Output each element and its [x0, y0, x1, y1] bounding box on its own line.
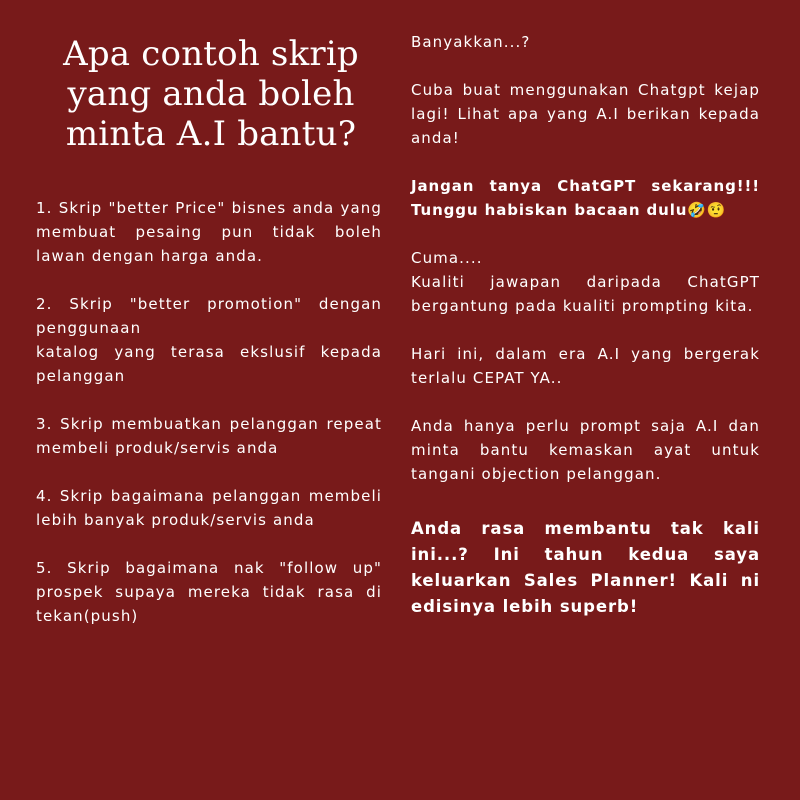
list-item-3: 3. Skrip membuatkan pelanggan repeat membeli produk/servis anda [36, 415, 382, 457]
list-item-5: 5. Skrip bagaimana nak "follow up" prospek supaya mereka tidak rasa di tekan(push) [36, 559, 382, 625]
sales-planner-text: Anda rasa membantu tak kali ini...? Ini tahun kedua saya keluarkan Sales Planner! Kali ni edisinya lebih superb! [411, 519, 760, 616]
prompt-text: Anda hanya perlu prompt saja A.I dan minta bantu kemaskan ayat untuk tangani objection pelanggan. [411, 417, 760, 483]
question-text: Banyakkan...? [411, 33, 531, 51]
right-column-text [411, 30, 760, 644]
list-item-2-line-2: katalog yang terasa ekslusif kepada pelanggan [36, 343, 382, 385]
page-title: Apa contoh skrip yang anda boleh minta A.I bantu? [63, 34, 359, 154]
era-ai-text: Hari ini, dalam era A.I yang bergerak terlalu CEPAT YA.. [411, 345, 760, 387]
list-item-4: 4. Skrip bagaimana pelanggan membeli lebih banyak produk/servis anda [36, 487, 382, 529]
script-examples-list [36, 196, 382, 652]
quality-intro: Cuma.... [411, 249, 483, 267]
warning-text: Jangan tanya ChatGPT sekarang!!! Tunggu habiskan bacaan dulu🤣🤨 [411, 177, 760, 219]
quality-text: Kualiti jawapan daripada ChatGPT bergantung pada kualiti prompting kita. [411, 273, 760, 315]
list-item-2 [36, 292, 382, 388]
list-item-2-line-1: 2. Skrip "better promotion" dengan penggunaan [36, 295, 382, 337]
try-chatgpt-text: Cuba buat menggunakan Chatgpt kejap lagi! Lihat apa yang A.I berikan kepada anda! [411, 81, 760, 147]
list-item-1: 1. Skrip "better Price" bisnes anda yang membuat pesaing pun tidak boleh lawan dengan harga anda. [36, 199, 382, 265]
quality-paragraph [411, 246, 760, 318]
